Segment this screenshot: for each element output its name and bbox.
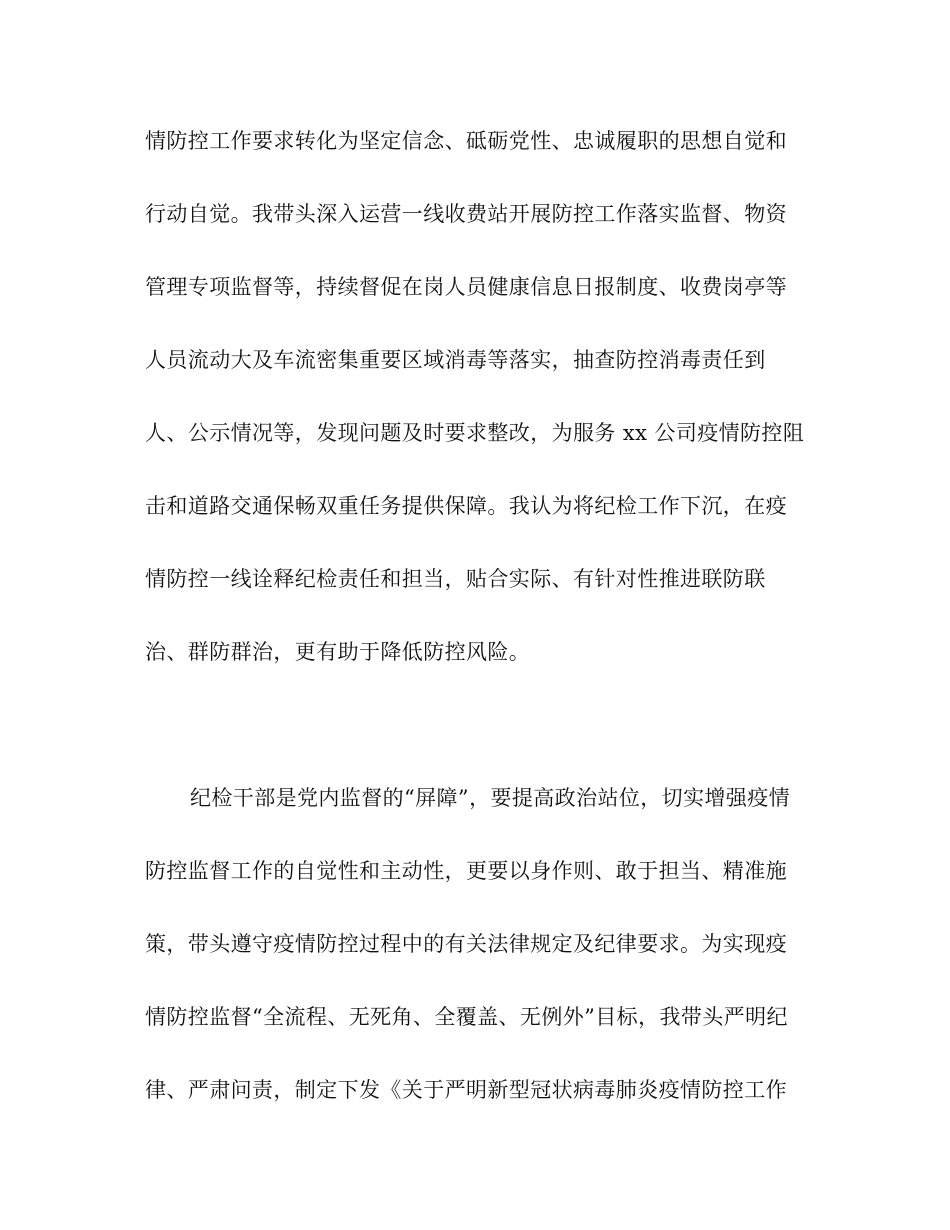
text-line: 管理专项监督等，持续督促在岗人员健康信息日报制度、收费岗亭等: [145, 275, 787, 299]
text-line: 律、严肃问责，制定下发《关于严明新型冠状病毒肺炎疫情防控工作: [145, 1078, 787, 1102]
text-line: 纪检干部是党内监督的“屏障”，要提高政治站位，切实增强疫情: [190, 786, 791, 810]
text-line: 防控监督工作的自觉性和主动性，更要以身作则、敢于担当、精准施: [145, 859, 787, 883]
text-line: 人、公示情况等，发现问题及时要求整改，为服务 xx 公司疫情防控阻: [145, 421, 805, 445]
text-line: 人员流动大及车流密集重要区域消毒等落实，抽查防控消毒责任到: [145, 348, 766, 372]
text-line: 击和道路交通保畅双重任务提供保障。我认为将纪检工作下沉，在疫: [145, 494, 787, 518]
text-line: 情防控监督“全流程、无死角、全覆盖、无例外”目标，我带头严明纪: [145, 1005, 788, 1029]
text-line: 情防控一线诠释纪检责任和担当，贴合实际、有针对性推进联防联: [145, 567, 766, 591]
text-line: 策，带头遵守疫情防控过程中的有关法律规定及纪律要求。为实现疫: [145, 932, 787, 956]
text-line: 情防控工作要求转化为坚定信念、砥砺党性、忠诚履职的思想自觉和: [145, 129, 787, 153]
text-line: 治、群防群治，更有助于降低防控风险。: [145, 640, 531, 664]
text-line: 行动自觉。我带头深入运营一线收费站开展防控工作落实监督、物资: [145, 202, 787, 226]
